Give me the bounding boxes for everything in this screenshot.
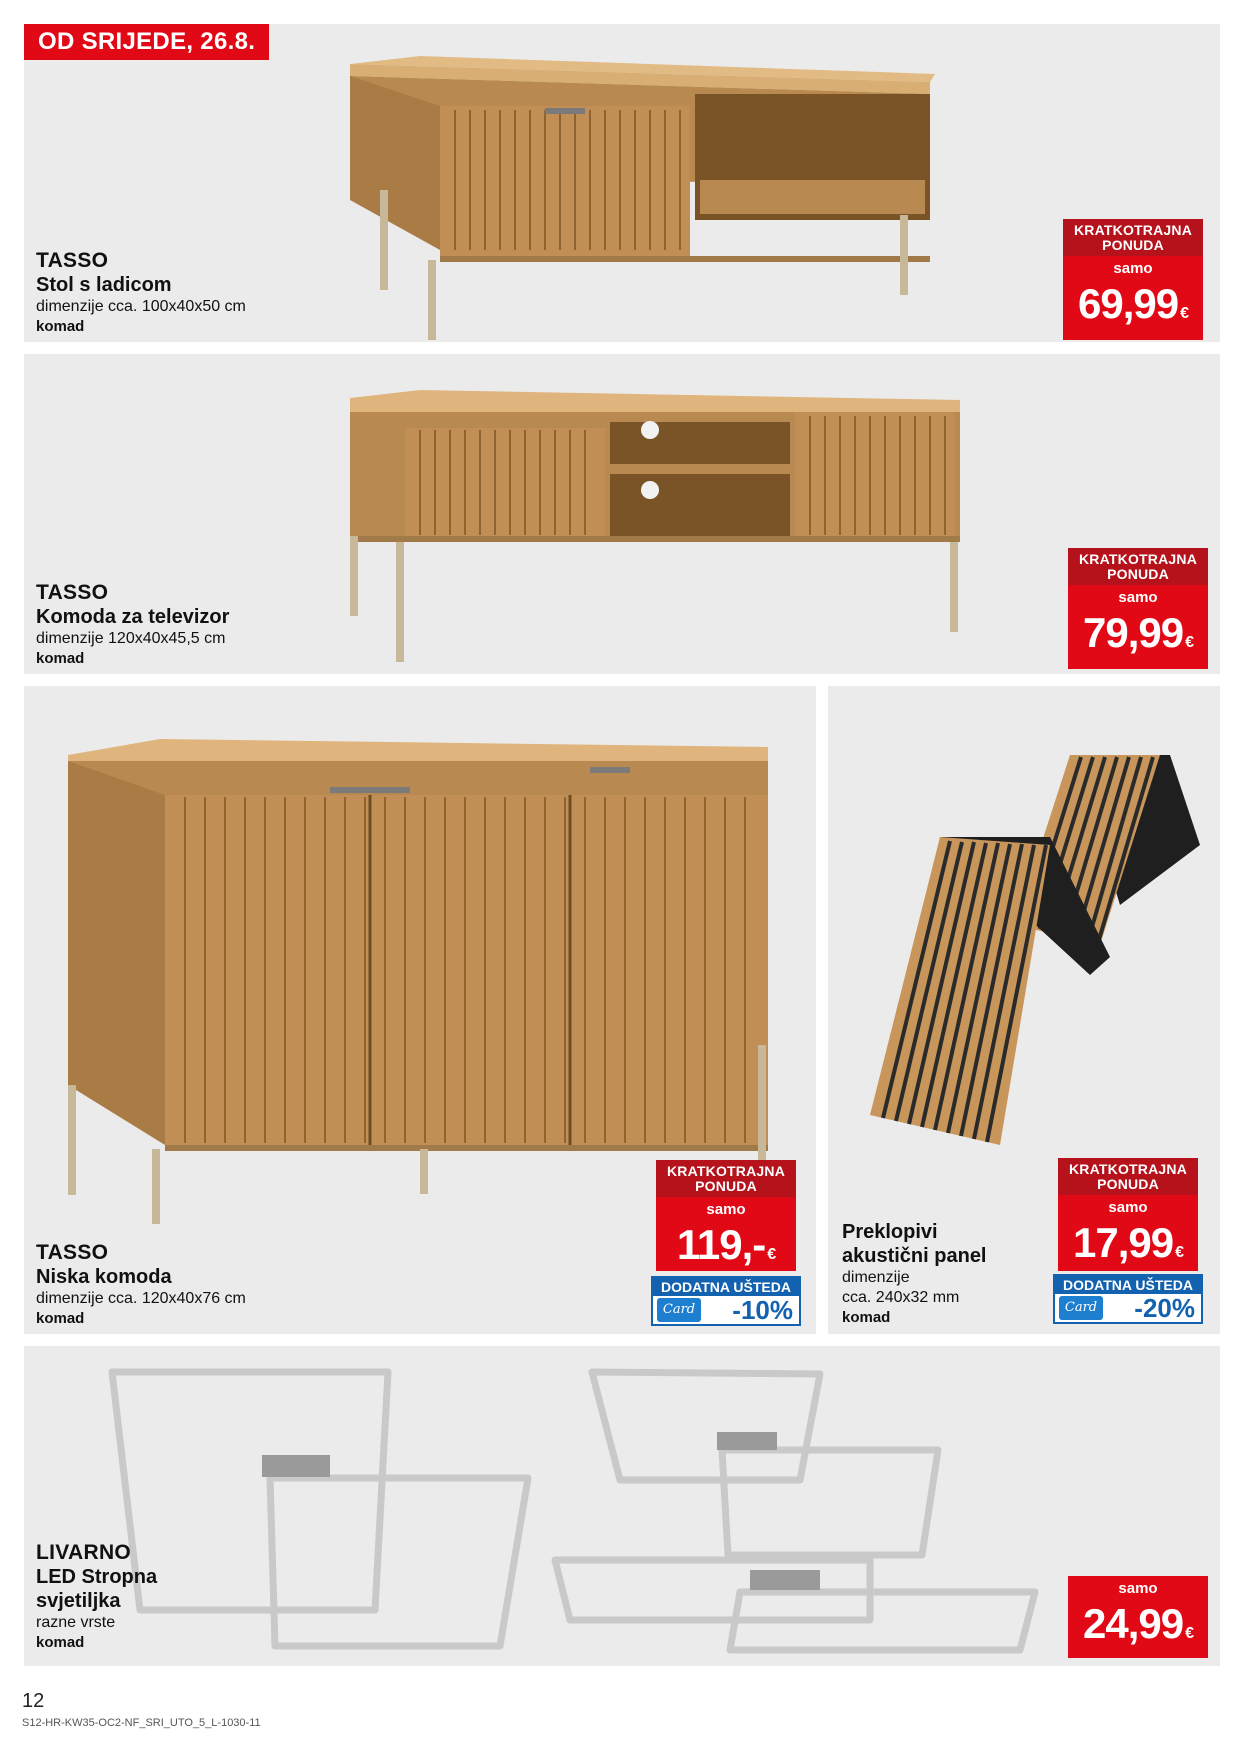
badge-line-2: PONUDA xyxy=(1097,1176,1159,1192)
sideboard-image xyxy=(60,725,780,1225)
currency-symbol: € xyxy=(1180,305,1188,322)
product-unit: komad xyxy=(36,650,85,667)
print-code: S12-HR-KW35-OC2-NF_SRI_UTO_5_L-1030-11 xyxy=(22,1717,261,1729)
extra-savings-sideboard xyxy=(651,1276,801,1326)
product-dimensions-line-1: dimenzije xyxy=(842,1269,910,1286)
extra-discount: -10% xyxy=(732,1295,793,1325)
extra-savings-label: DODATNA UŠTEDA xyxy=(1055,1276,1201,1294)
product-info-table xyxy=(36,248,246,337)
badge-line-1: KRATKOTRAJNA xyxy=(1073,222,1193,238)
limited-offer-label xyxy=(1068,548,1208,585)
product-name: Niska komoda xyxy=(36,1266,172,1288)
product-brand: TASSO xyxy=(36,1241,109,1264)
samo-label: samo xyxy=(706,1201,746,1218)
product-info-lamp xyxy=(36,1540,157,1653)
currency-symbol: € xyxy=(1175,1244,1183,1261)
product-unit: komad xyxy=(842,1309,891,1326)
loyalty-card-icon: Card xyxy=(657,1298,701,1322)
product-name-line-1: Preklopivi xyxy=(842,1221,938,1243)
price-amount: 24,99 xyxy=(1082,1600,1184,1647)
tv-stand-image xyxy=(340,360,970,670)
price-value xyxy=(1068,1598,1208,1660)
badge-line-2: PONUDA xyxy=(695,1178,757,1194)
product-dimensions: dimenzije 120x40x45,5 cm xyxy=(36,630,226,647)
price-amount: 69,99 xyxy=(1077,280,1179,327)
product-info-sideboard xyxy=(36,1240,246,1329)
product-variants: razne vrste xyxy=(36,1614,116,1631)
price-value xyxy=(1068,607,1208,669)
product-dimensions-line-2: cca. 240x32 mm xyxy=(842,1289,960,1306)
price-badge-tv-stand xyxy=(1068,548,1208,669)
product-brand: LIVARNO xyxy=(36,1541,132,1564)
extra-savings-label: DODATNA UŠTEDA xyxy=(653,1278,799,1296)
badge-line-1: KRATKOTRAJNA xyxy=(1068,1161,1188,1177)
product-unit: komad xyxy=(36,1634,85,1651)
product-dimensions: dimenzije cca. 100x40x50 cm xyxy=(36,298,246,315)
loyalty-card-icon: Card xyxy=(1059,1296,1103,1320)
extra-discount: -20% xyxy=(1134,1293,1195,1323)
coffee-table-image xyxy=(340,50,940,340)
extra-savings-acoustic xyxy=(1053,1274,1203,1324)
ceiling-lamp-image xyxy=(100,1360,1060,1660)
acoustic-panel-image xyxy=(850,745,1210,1155)
product-brand: TASSO xyxy=(36,581,109,604)
price-amount: 79,99 xyxy=(1082,609,1184,656)
product-name: Stol s ladicom xyxy=(36,274,172,296)
product-info-tv-stand xyxy=(36,580,229,669)
samo-label: samo xyxy=(1118,589,1158,606)
badge-line-2: PONUDA xyxy=(1102,237,1164,253)
price-amount: 119,- xyxy=(676,1221,766,1268)
product-name-line-1: LED Stropna xyxy=(36,1566,158,1588)
samo-label: samo xyxy=(1108,1199,1148,1216)
limited-offer-label xyxy=(656,1160,796,1197)
price-badge-acoustic xyxy=(1058,1158,1198,1271)
samo-label: samo xyxy=(1118,1580,1158,1597)
currency-symbol: € xyxy=(1185,634,1193,651)
currency-symbol: € xyxy=(1185,1625,1193,1642)
price-badge-lamp xyxy=(1068,1576,1208,1658)
product-info-acoustic xyxy=(842,1220,987,1328)
limited-offer-label xyxy=(1063,219,1203,256)
product-unit: komad xyxy=(36,1310,85,1327)
price-badge-sideboard xyxy=(656,1160,796,1271)
price-badge-table xyxy=(1063,219,1203,340)
limited-offer-label xyxy=(1058,1158,1198,1195)
samo-label: samo xyxy=(1113,260,1153,277)
currency-symbol: € xyxy=(767,1246,776,1263)
price-value xyxy=(656,1219,796,1281)
product-name-line-2: svjetiljka xyxy=(36,1590,121,1612)
price-value xyxy=(1063,278,1203,340)
badge-line-2: PONUDA xyxy=(1107,566,1169,582)
badge-line-1: KRATKOTRAJNA xyxy=(666,1163,786,1179)
product-unit: komad xyxy=(36,318,85,335)
price-amount: 17,99 xyxy=(1072,1219,1174,1266)
product-dimensions: dimenzije cca. 120x40x76 cm xyxy=(36,1290,246,1307)
date-banner: OD SRIJEDE, 26.8. xyxy=(24,24,269,60)
page-number: 12 xyxy=(22,1690,45,1712)
product-name-line-2: akustični panel xyxy=(842,1245,987,1267)
badge-line-1: KRATKOTRAJNA xyxy=(1078,551,1198,567)
price-value xyxy=(1058,1217,1198,1279)
product-brand: TASSO xyxy=(36,249,109,272)
product-name: Komoda za televizor xyxy=(36,606,230,628)
